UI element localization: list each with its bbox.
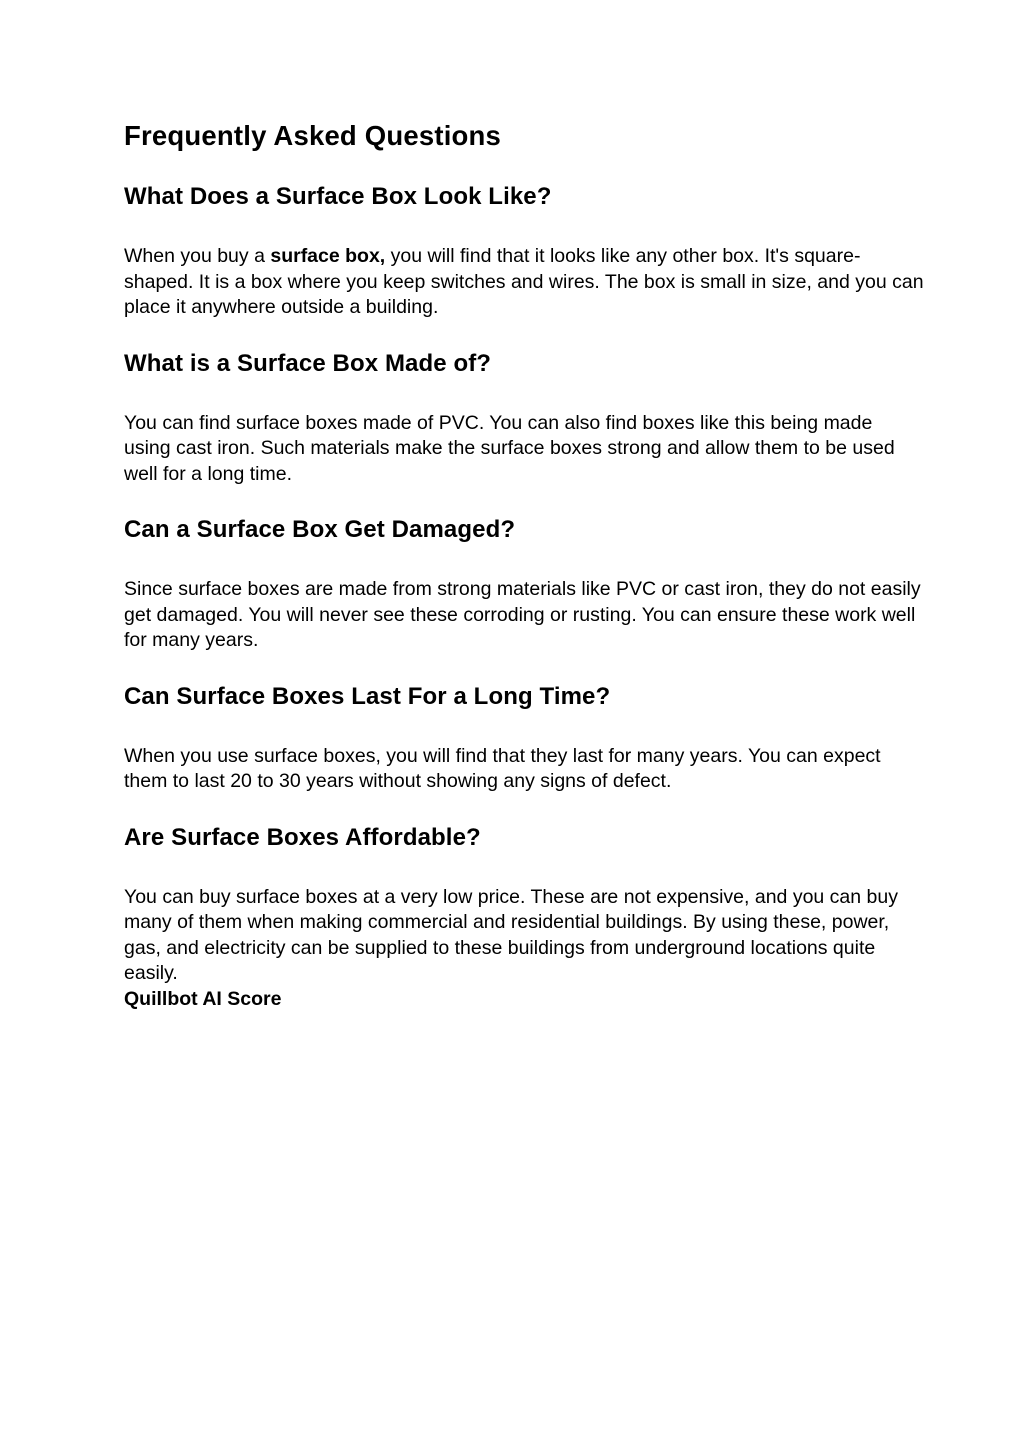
section-heading-get-damaged: Can a Surface Box Get Damaged?	[124, 516, 516, 543]
paragraph-bold-phrase: surface box,	[270, 245, 386, 267]
quillbot-ai-score-label: Quillbot AI Score	[124, 987, 282, 1010]
text-column	[124, 118, 924, 1012]
paragraph-text: When you buy a	[124, 245, 271, 267]
section-heading-made-of: What is a Surface Box Made of?	[124, 349, 492, 377]
section-heading-last-long: Can Surface Boxes Last For a Long Time?	[124, 682, 611, 710]
section-paragraph-affordable: You can buy surface boxes at a very low price. These are not expensive, and you can buy many of them when making commercial and residential buildings. By using these, power, gas, and electricity can be supplied to these buildings from underground locations quite easily.	[124, 885, 898, 984]
document-title: Frequently Asked Questions	[124, 120, 502, 151]
section-paragraph-get-damaged: Since surface boxes are made from strong materials like PVC or cast iron, they do not easily get damaged. You will never see these corroding or rusting. You can ensure these work well for many years.	[124, 578, 921, 651]
section-heading-look-like: What Does a Surface Box Look Like?	[124, 183, 552, 210]
section-paragraph-made-of: You can find surface boxes made of PVC. You can also find boxes like this being made using cast iron. Such materials make the surface boxes strong and allow them to be used well for a long time.	[124, 411, 895, 485]
section-paragraph-look-like	[124, 244, 924, 321]
section-paragraph-last-long: When you use surface boxes, you will find that they last for many years. You can expect them to last 20 to 30 years without showing any signs of defect.	[124, 744, 881, 792]
paragraph-text: you will find that it looks like any other box. It's square-shaped. It is a box where you keep switches and wires. The box is small in size, and you can place it anywhere outside a building.	[124, 245, 924, 318]
section-heading-affordable: Are Surface Boxes Affordable?	[124, 823, 481, 851]
